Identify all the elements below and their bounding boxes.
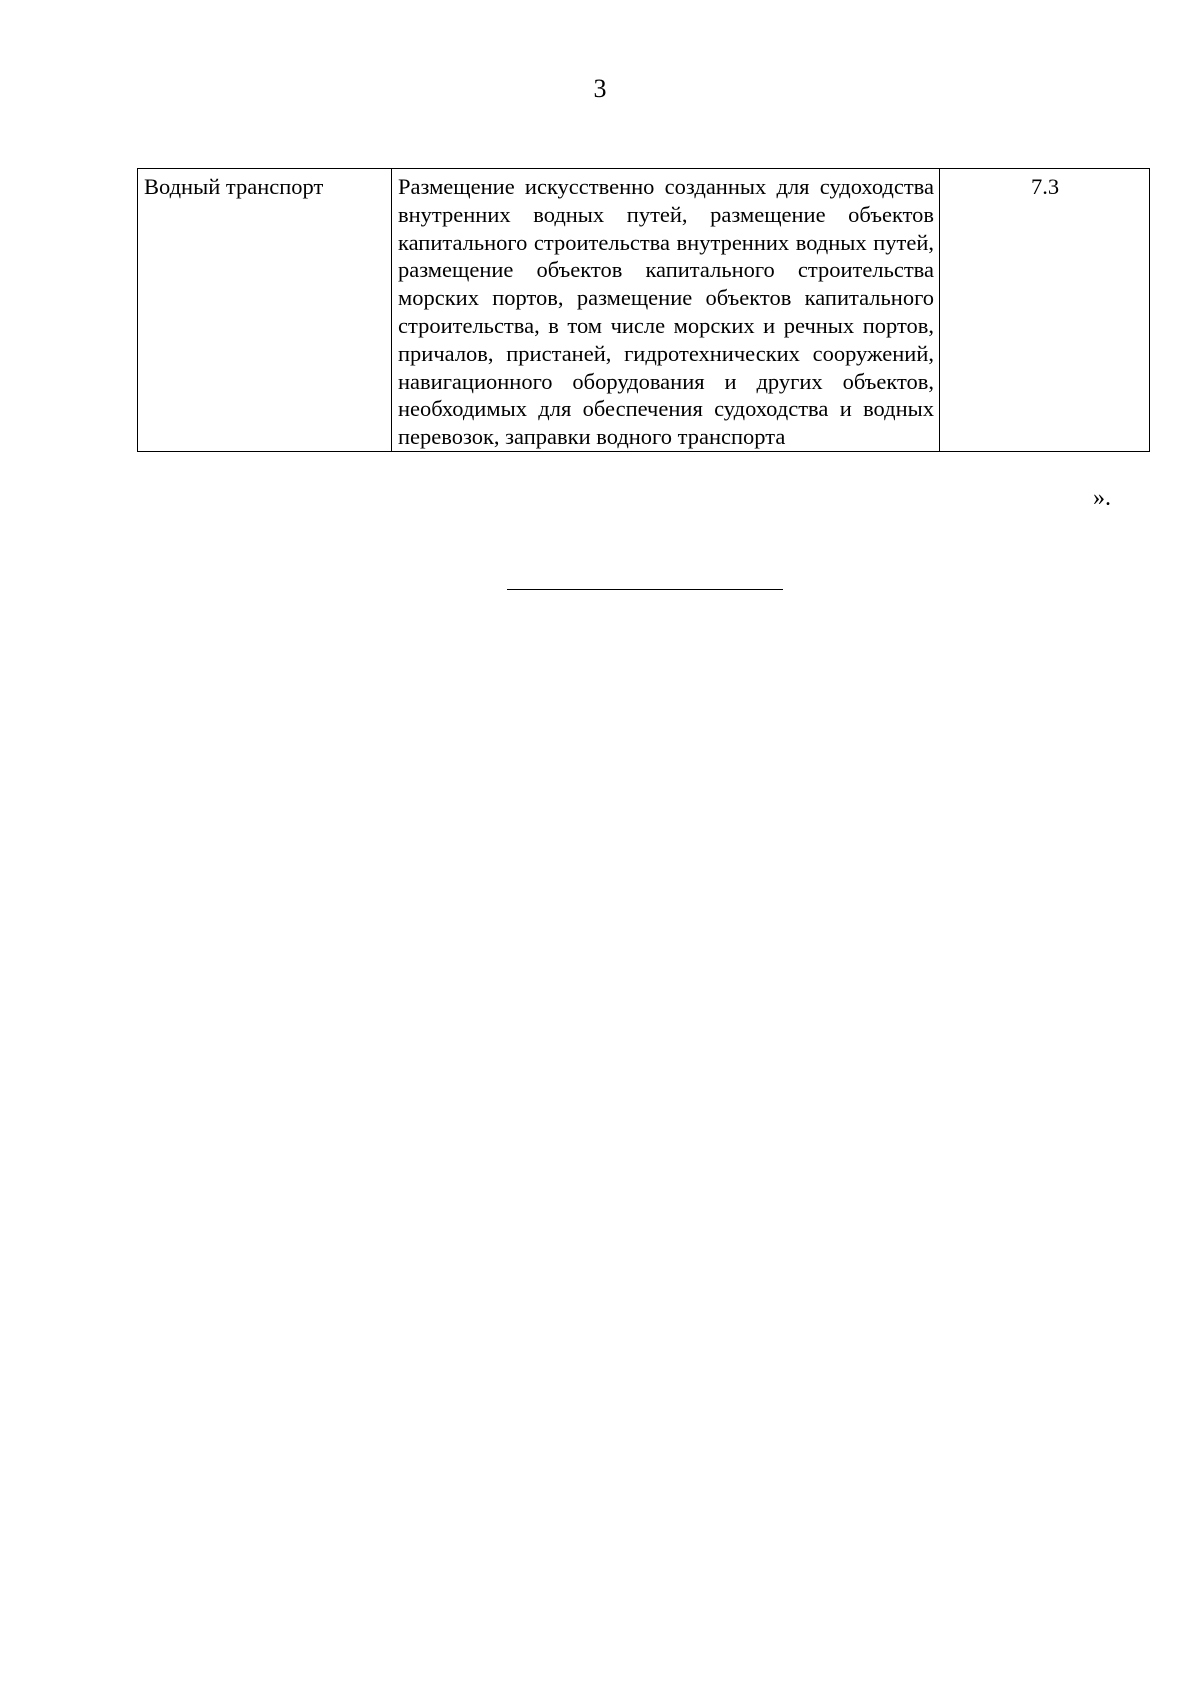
use-type-code-cell: 7.3: [940, 169, 1150, 452]
closing-quote: ».: [1093, 485, 1111, 511]
table-row: [138, 169, 1150, 452]
use-type-name-cell: Водный транспорт: [138, 169, 392, 452]
land-use-table: [137, 168, 1150, 452]
page-number: 3: [593, 74, 607, 103]
use-type-description-cell: Размещение искусственно созданных для судоходства внутренних водных путей, размещение объектов капитального строительства внутренних водных путей, размещение объектов капитального строительства морских портов, размещение объектов капитального строительства, в том числе морских и речных портов, причалов, пристаней, гидротехнических сооружений, навигационного оборудования и других объектов, необходимых для обеспечения судоходства и водных перевозок, заправки водного транспорта: [392, 169, 940, 452]
end-divider-line: [507, 589, 783, 590]
